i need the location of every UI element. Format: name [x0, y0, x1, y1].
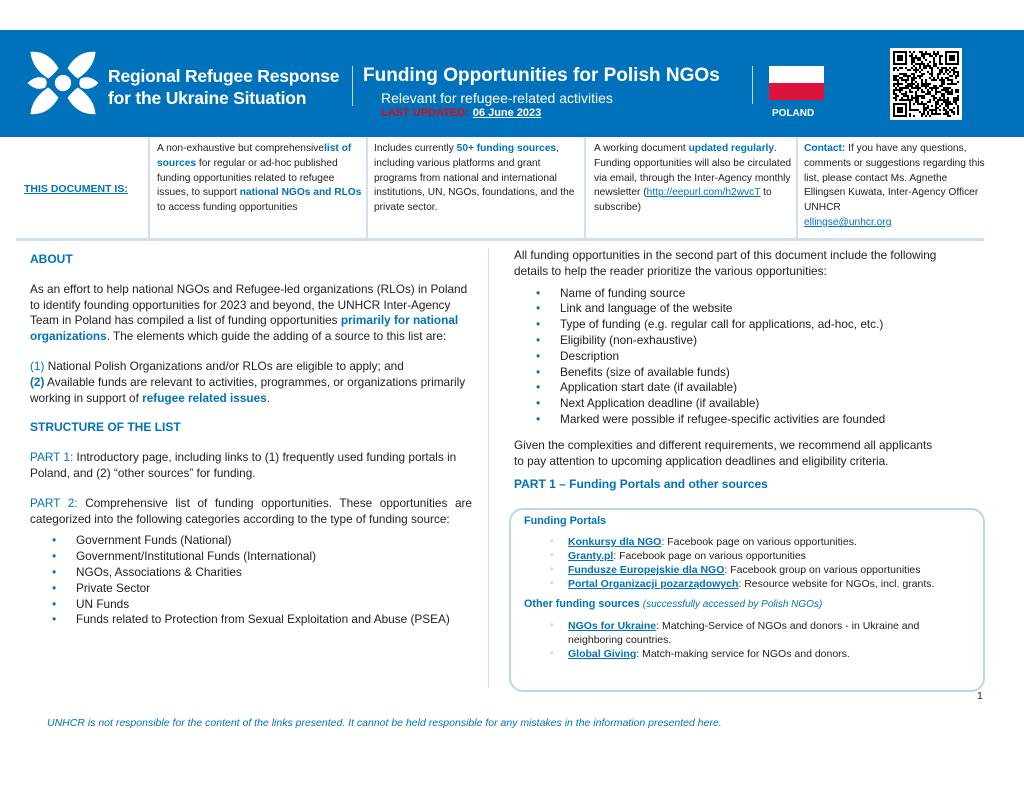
- source-link-ngos-for-ukraine[interactable]: NGOs for Ukraine: [568, 620, 657, 632]
- list-item: • Funds related to Protection from Sexual Exploitation and Abuse (PSEA): [30, 612, 472, 628]
- list-item: • Government Funds (National): [30, 533, 472, 549]
- left-column: [30, 252, 472, 628]
- part2-description: PART 2: Comprehensive list of funding opportunities. These opportunities are categorized into the following categories according to the type of funding source:: [30, 495, 472, 526]
- list-item: • Next Application deadline (if available): [514, 396, 942, 412]
- info-col-contact: Contact: If you have any questions, comments or suggestions regarding this list, please contact Ms. Agnethe Ellingsen Kuwata, Inter-Agency Officer UNHCR ellingse@unhcr.org: [804, 143, 985, 228]
- source-link-global-giving[interactable]: Global Giving: [568, 648, 637, 660]
- info-col-count: Includes currently 50+ funding sources, including various platforms and grant programs from national and international institutions, UN, NGOs, foundations, and the private sector.: [374, 143, 575, 214]
- country-label: POLAND: [772, 108, 815, 119]
- contact-email-link[interactable]: ellingse@unhcr.org: [804, 216, 892, 228]
- newsletter-link[interactable]: http://eepurl.com/h2wvcT: [646, 187, 761, 199]
- category-list: [30, 533, 472, 628]
- details-list: [514, 286, 942, 428]
- details-intro: All funding opportunities in the second part of this document include the following details to help the reader prioritize the various opportunities:: [514, 248, 937, 278]
- list-item: • Government/Institutional Funds (International): [30, 549, 472, 565]
- list-item: • Benefits (size of available funds): [514, 365, 942, 381]
- structure-heading: STRUCTURE OF THE LIST: [30, 420, 181, 435]
- org-name-line2: for the Ukraine Situation: [108, 88, 307, 108]
- list-item: • UN Funds: [30, 597, 472, 613]
- criterion-1: (1) National Polish Organizations and/or RLOs are eligible to apply; and: [30, 358, 404, 373]
- list-item: • NGOs for Ukraine: Matching-Service of NGOs and donors - in Ukraine and neighboring countries.: [524, 619, 971, 647]
- document-info-strip: [16, 137, 984, 242]
- list-item: • Portal Organizacji pozarządowych: Resource website for NGOs, incl. grants.: [524, 577, 971, 591]
- document-subtitle: Relevant for refugee-related activities: [381, 90, 613, 106]
- part1-heading: PART 1 – Funding Portals and other sources: [514, 477, 768, 492]
- other-sources-heading: Other funding sources (successfully accessed by Polish NGOs): [524, 598, 823, 610]
- last-updated-date: 06 June 2023: [472, 107, 542, 119]
- portal-link-organizacji[interactable]: Portal Organizacji pozarządowych: [568, 578, 739, 590]
- part1-description: PART 1: Introductory page, including links to (1) frequently used funding portals in Poland, and (2) “other sources” for funding.: [30, 450, 457, 480]
- header-divider: [752, 66, 753, 104]
- list-item: • Link and language of the website: [514, 301, 942, 317]
- last-updated-label: LAST UPDATED:: [381, 107, 469, 119]
- document-is-label: THIS DOCUMENT IS:: [24, 183, 128, 195]
- list-item: • Name of funding source: [514, 286, 942, 302]
- info-divider: [584, 137, 586, 238]
- portal-link-konkursy[interactable]: Konkursy dla NGO: [568, 536, 662, 548]
- page-number: 1: [977, 690, 983, 702]
- list-item: • Marked were possible if refugee-specific activities are founded: [514, 412, 942, 428]
- last-updated: [381, 107, 541, 119]
- header-divider: [352, 66, 353, 106]
- header-banner: [0, 30, 1024, 137]
- portal-link-fundusze[interactable]: Fundusze Europejskie dla NGO: [568, 564, 725, 576]
- right-column: [514, 248, 942, 493]
- info-divider: [366, 137, 368, 238]
- column-divider: [488, 248, 489, 688]
- org-name-line1: Regional Refugee Response: [108, 66, 340, 86]
- list-item: • Konkursy dla NGO: Facebook page on various opportunities.: [524, 535, 971, 549]
- list-item: • Private Sector: [30, 581, 472, 597]
- document-title: Funding Opportunities for Polish NGOs: [363, 65, 720, 86]
- qr-code-icon[interactable]: [890, 48, 962, 120]
- list-item: • Application start date (if available): [514, 380, 942, 396]
- recommendation-paragraph: Given the complexities and different requirements, we recommend all applicants to pay attention to upcoming application deadlines and eligibility criteria.: [514, 437, 933, 468]
- list-item: • Eligibility (non-exhaustive): [514, 333, 942, 349]
- list-of-sources-text: list of sources: [157, 143, 352, 169]
- info-col-scope: A non-exhaustive but comprehensivelist of sources for regular or ad-hoc published funding opportunities related to refugee issues, to support national NGOs and RLOs to access funding opportunities: [157, 143, 362, 214]
- criterion-2: (2) Available funds are relevant to activities, programmes, or organizations primarily working in support of refugee related issues.: [30, 374, 466, 405]
- about-heading: ABOUT: [30, 252, 73, 266]
- list-item: • Type of funding (e.g. regular call for applications, ad-hoc, etc.): [514, 317, 942, 333]
- poland-flag-icon: [769, 66, 824, 100]
- list-item: • NGOs, Associations & Charities: [30, 565, 472, 581]
- org-name: [108, 65, 339, 109]
- other-sources-list: [524, 619, 971, 661]
- other-sources-note: (successfully accessed by Polish NGOs): [642, 599, 823, 610]
- list-item: • Global Giving: Match-making service for NGOs and donors.: [524, 647, 971, 661]
- list-item: • Granty.pl: Facebook page on various opportunities: [524, 549, 971, 563]
- funding-portals-list: [524, 535, 971, 591]
- info-divider: [148, 137, 150, 238]
- info-divider: [796, 137, 798, 238]
- disclaimer: UNHCR is not responsible for the content of the links presented. It cannot be held responsible for any mistakes in the information presented here.: [47, 717, 722, 729]
- info-col-updates: A working document updated regularly. Funding opportunities will also be circulated via email, through the Inter-Agency monthly newsletter (http://eepurl.com/h2wvcT to subscribe): [594, 143, 792, 214]
- portal-link-granty[interactable]: Granty.pl: [568, 550, 614, 562]
- list-item: • Description: [514, 349, 942, 365]
- funding-portals-box: [509, 508, 985, 692]
- regional-response-logo-icon: [26, 46, 100, 120]
- funding-portals-heading: Funding Portals: [524, 515, 607, 527]
- info-strip-underline: [16, 238, 984, 241]
- list-item: • Fundusze Europejskie dla NGO: Facebook group on various opportunities: [524, 563, 971, 577]
- about-paragraph: As an effort to help national NGOs and Refugee-led organizations (RLOs) in Poland to identify founding opportunities for 2023 and beyond, the UNHCR Inter-Agency Team in Poland has compiled a list of funding opportunities primarily for national organizations. The elements which guide the adding of a source to this list are:: [30, 281, 468, 344]
